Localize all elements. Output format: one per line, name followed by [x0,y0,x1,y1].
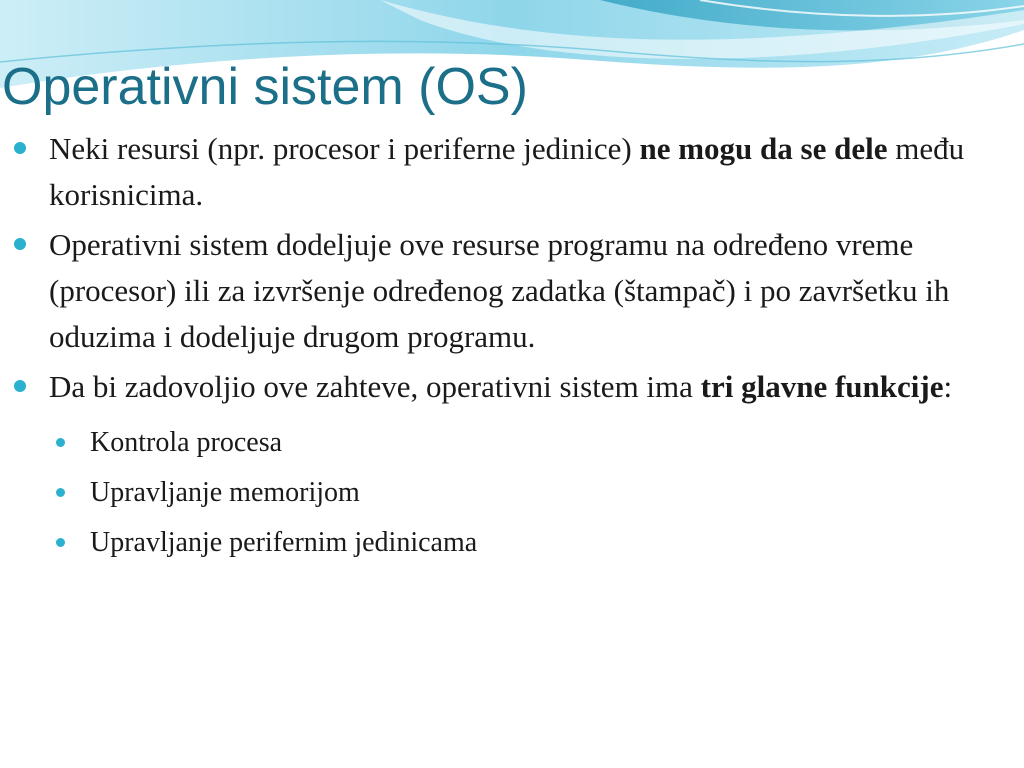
slide-title: Operativni sistem (OS) [2,58,528,116]
sub-bullet-item-1 [49,418,1008,468]
bullet-dot-icon [14,380,26,392]
bullet-1-tail: među korisnicima. [49,131,965,212]
bullet-3-bold: tri glavne funkcije [700,369,944,404]
bullet-item-1 [0,126,1024,218]
sub-bullet-dot-icon [56,438,65,447]
sub-bullet-dot-icon [56,538,65,547]
slide-content [0,126,1024,572]
bullet-2-text: Operativni sistem dodeljuje ove resurse programu na određeno vreme (procesor) ili za izvršenje određenog zadatka (štampač) i po završetku ih oduzima i dodeljuje drugom programu. [49,227,950,354]
bullet-list [0,126,1024,568]
sub-bullet-3-text: Upravljanje perifernim jedinicama [90,527,478,558]
sub-bullet-dot-icon [56,488,65,497]
bullet-3-tail: : [943,369,953,404]
bullet-dot-icon [14,142,26,154]
bullet-item-2 [0,222,1024,360]
sub-bullet-1-text: Kontrola procesa [90,427,283,458]
bullet-3-text: Da bi zadovoljio ove zahteve, operativni sistem ima [49,369,701,404]
sub-bullet-item-2 [49,468,1008,518]
sub-bullet-item-3 [49,518,1008,568]
bullet-1-text: Neki resursi (npr. procesor i periferne jedinice) [49,131,640,166]
bullet-dot-icon [14,238,26,250]
sub-bullet-list [49,418,1008,568]
bullet-1-bold: ne mogu da se dele [639,131,888,166]
sub-bullet-2-text: Upravljanje memorijom [90,477,360,508]
bullet-item-3 [0,364,1024,568]
